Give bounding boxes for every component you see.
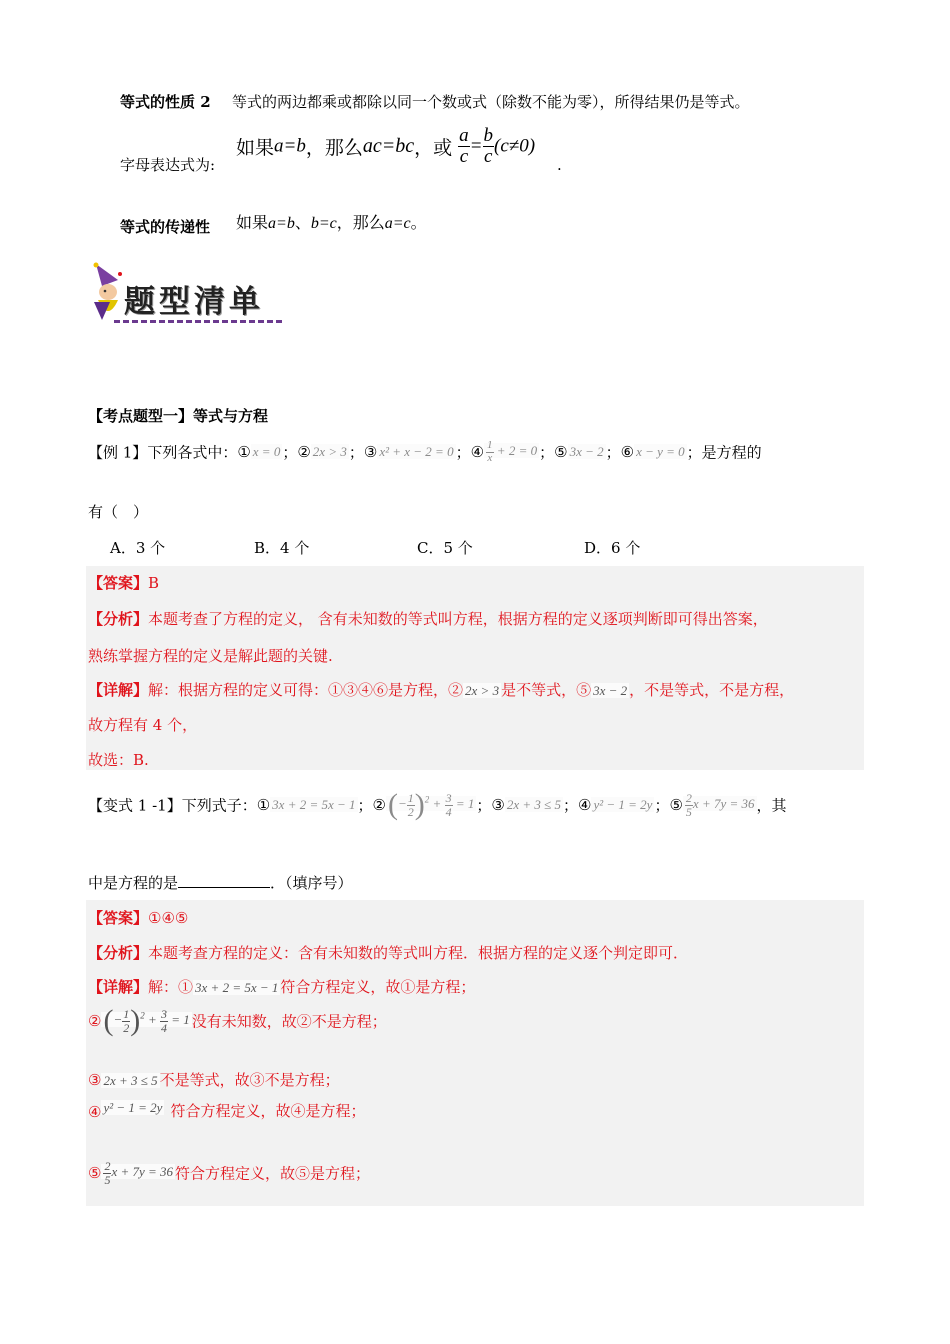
expr-linear-two-var: $\frac{2}{5}$ x + 7y = 36 [683, 796, 757, 811]
example1-detail-3: 故选：B. [88, 751, 149, 769]
variant1-detail-1: 【详解】解：① 3x + 2 = 5x − 1 符合方程定义，故①是方程； [88, 978, 476, 996]
banner-title: 题型清单 [124, 284, 264, 320]
variant1-detail-3: ③ 2x + 3 ≤ 5 不是等式，故③不是方程； [88, 1071, 340, 1089]
property2-text: 等式的两边都乘或都除以同一个数或式（除数不能为零），所得结果仍是等式。 [232, 93, 750, 111]
example1-stem-line: 【例 1】下列各式中：① x = 0 ；② 2x > 3 ；③ x² + x − 2 = 0 ；④ $\frac{1}{x}$ + 2 = 0 ；⑤ 3x − 2 ；⑥ x − y = 0 ；是方程的 [88, 439, 762, 464]
frac-eq: = [469, 135, 483, 157]
section-title: 【考点题型一】等式与方程 [88, 407, 269, 425]
formula-or: ，或 [414, 136, 453, 159]
variant1-detail-2: ②(− $\frac{1}{2}$ )$^2$ + $\frac{3}{4}$ = 1 没有未知数，故②不是方程； [88, 1004, 387, 1037]
option-b: B．4 个 [254, 539, 310, 557]
banner-underline [114, 320, 282, 323]
example1-analysis-2: 熟练掌握方程的定义是解此题的关键. [88, 647, 333, 665]
variant1-line2: 中是方程的是 ．（填序号） [88, 874, 353, 892]
transitivity-text: 如果a=b、b=c，那么a=c。 [236, 213, 427, 232]
variant1-analysis: 【分析】本题考查方程的定义：含有未知数的等式叫方程．根据方程的定义逐个判定即可． [88, 944, 689, 962]
expr-squared-fraction: (− $\frac{1}{2}$ )$^2$ + $\frac{3}{4}$ = 1 [388, 788, 475, 821]
expr-reciprocal: $\frac{1}{x}$ + 2 = 0 [484, 443, 539, 458]
wizard-icon [88, 262, 128, 328]
option-c: C．5 个 [417, 539, 473, 557]
formula-ac: ac=bc [362, 134, 415, 157]
expr-x-minus-y: x − y = 0 [636, 444, 685, 460]
expr-2x-gt-3: 2x > 3 [312, 444, 347, 460]
transitivity-title: 等式的传递性 [120, 218, 211, 236]
property2-title: 等式的性质 2 [120, 93, 211, 111]
option-a: A．3 个 [110, 539, 166, 557]
variant1-answer: 【答案】①④⑤ [88, 909, 189, 927]
fraction-a-over-c: $\frac{a}{c}$ [459, 125, 469, 167]
formula-condition: (c≠0) [494, 135, 536, 157]
formula-if: 如果 [236, 136, 275, 159]
option-d: D．6 个 [584, 539, 641, 557]
fraction-b-over-c: $\frac{b}{c}$ [483, 125, 493, 167]
example1-detail-2: 故方程有 4 个， [88, 716, 198, 734]
formula-then: ，那么 [305, 136, 363, 159]
example1-answer: 【答案】B [88, 574, 160, 592]
example1-solution-box [86, 566, 864, 770]
banner [88, 262, 284, 330]
expr-3x-minus-2: 3x − 2 [569, 444, 604, 460]
example1-line2: 有（ ） [88, 503, 149, 521]
answer-blank[interactable] [178, 873, 270, 888]
formula-line [236, 126, 535, 167]
expr-quadratic: x² + x − 2 = 0 [379, 444, 454, 460]
expr-x-eq-0: x = 0 [252, 444, 281, 460]
example1-detail-1: 【详解】解：根据方程的定义可得：①③④⑥是方程，② 2x > 3 是不等式，⑤ 3x − 2 ，不是等式，不是方程， [88, 681, 795, 699]
formula-ab: a=b [274, 135, 306, 157]
variant1-detail-5: ⑤ $\frac{2}{5}$ x + 7y = 36 符合方程定义，故⑤是方程； [88, 1159, 371, 1187]
formula-end: . [557, 156, 562, 174]
example1-analysis-1: 【分析】本题考查了方程的定义， 含有未知数的等式叫方程，根据方程的定义逐项判断即可得出答案， [88, 610, 768, 628]
variant1-detail-4: ④ y² − 1 = 2y 符合方程定义，故④是方程； [88, 1100, 366, 1121]
formula-label: 字母表达式为: [120, 156, 216, 174]
variant1-stem-line: 【变式 1 -1】下列式子：① 3x + 2 = 5x − 1 ；②(− $\frac{1}{2}$ )$^2$ + $\frac{3}{4}$ = 1 ；③ 2x + 3 ≤ 5 ；④ y² − 1 = 2y ；⑤ $\frac{2}{5}$ x + 7y = 36 ，其 [88, 788, 787, 821]
